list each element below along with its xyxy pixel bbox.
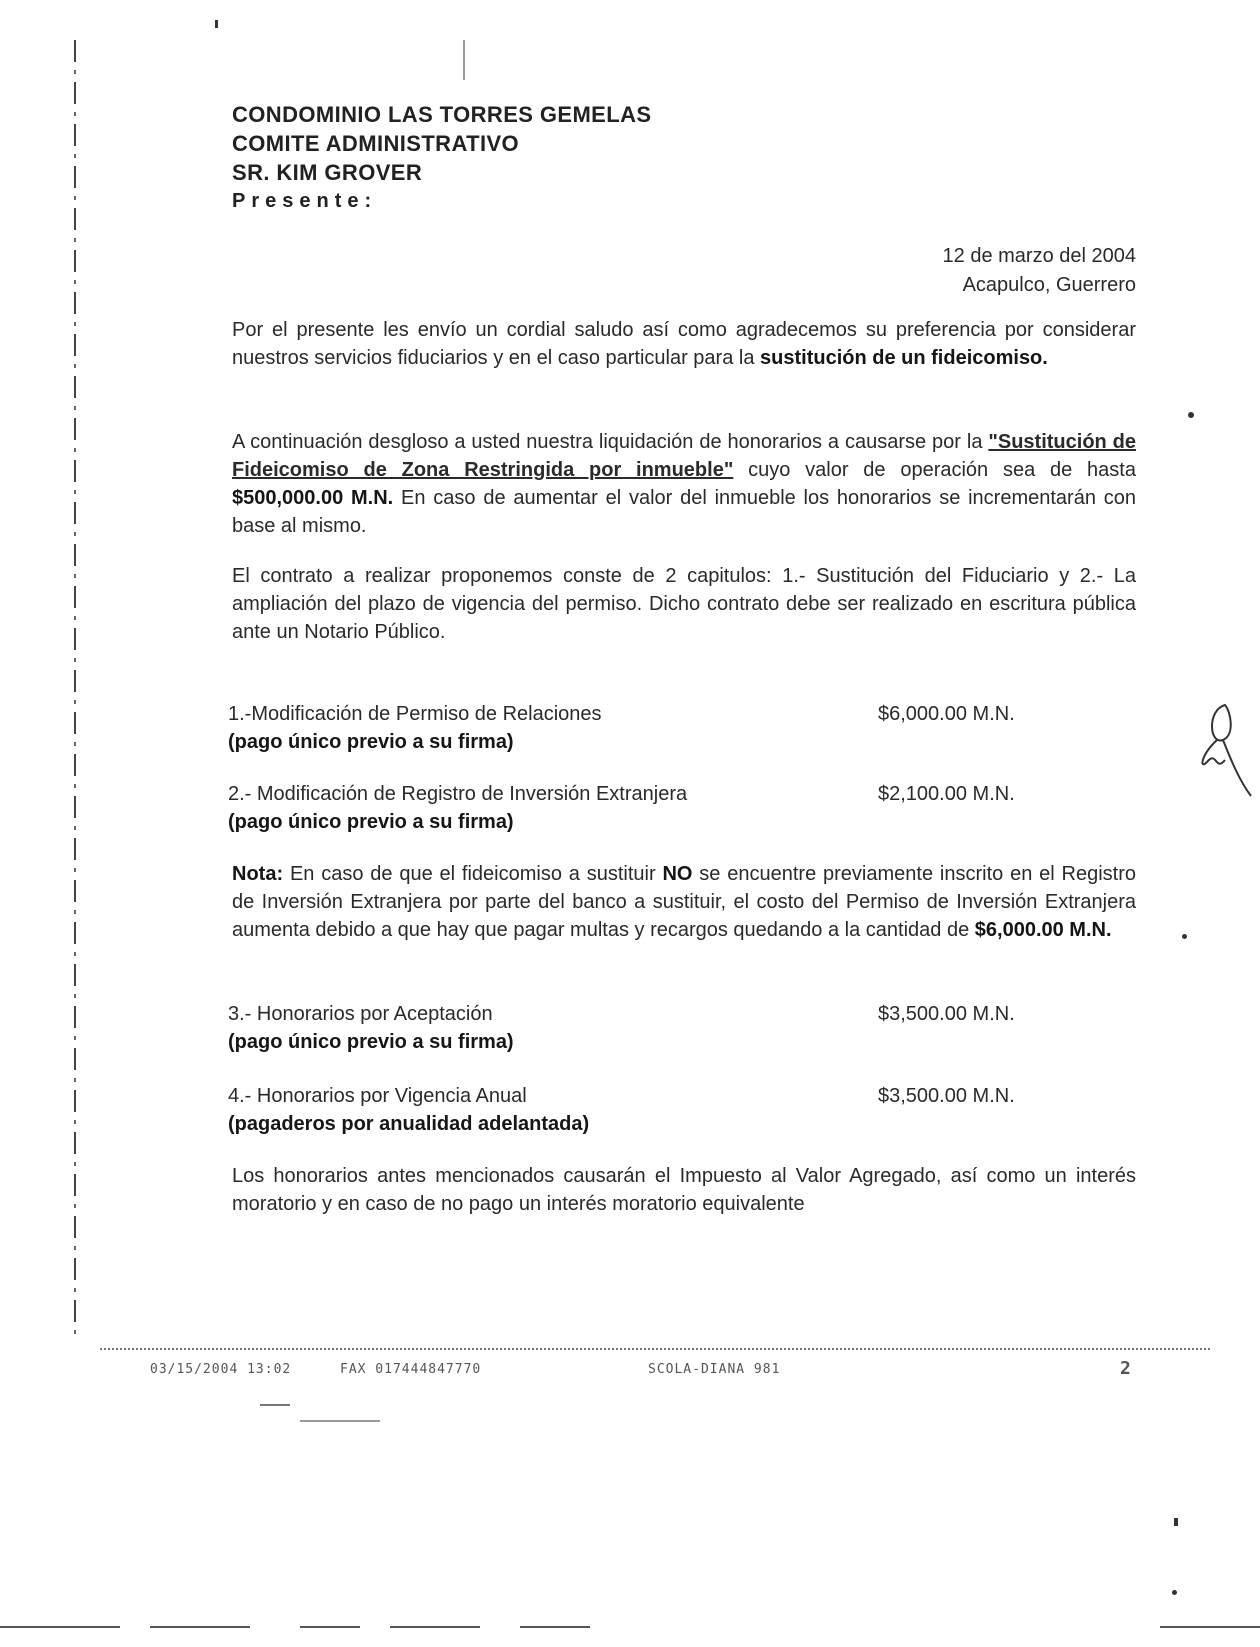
addressee-line-3: SR. KIM GROVER (232, 160, 423, 185)
scan-speck (463, 40, 465, 80)
fee-item-amount: $6,000.00 M.N. (878, 703, 1015, 725)
fee-item-2 (228, 780, 1148, 836)
intro-paragraph (232, 316, 1136, 372)
fee-item-label: 3.- Honorarios por Aceptación (228, 1003, 493, 1025)
addressee-greeting: Presente: (232, 190, 378, 212)
note-paragraph (232, 860, 1136, 944)
letter-date: 12 de marzo del 2004 (942, 245, 1136, 267)
intro-text: Por el presente les envío un cordial saludo así como agradecemos su preferencia por considerar nuestros servicios fiduciarios y en el caso particular para la (232, 319, 1136, 369)
detail-part-1: A continuación desgloso a usted nuestra liquidación de honorarios a causarse por la (232, 431, 983, 453)
addressee-line-1: CONDOMINIO LAS TORRES GEMELAS (232, 102, 652, 127)
fee-item-amount: $2,100.00 M.N. (878, 783, 1015, 805)
scan-speck (1188, 412, 1194, 418)
scan-speck (300, 1420, 380, 1422)
detail-service-name: "Sustitución de Fideicomiso de Zona Restringida por inmueble" (232, 431, 1137, 481)
scan-bottom-line (520, 1626, 590, 1628)
note-label: Nota: (232, 863, 284, 885)
fee-item-label: 1.-Modificación de Permiso de Relaciones (228, 703, 602, 725)
scan-bottom-line (390, 1626, 480, 1628)
fax-separator-line (100, 1348, 1210, 1350)
fee-item-amount: $3,500.00 M.N. (878, 1003, 1015, 1025)
fax-datetime: 03/15/2004 13:02 (150, 1362, 292, 1377)
fax-sender: SCOLA-DIANA 981 (648, 1362, 781, 1377)
fee-item-note: (pago único previo a su firma) (228, 731, 514, 753)
scan-speck (1172, 1590, 1177, 1595)
note-no: NO (662, 863, 693, 885)
signature-mark (1195, 700, 1255, 800)
date-block (943, 242, 1136, 300)
scan-speck (260, 1404, 290, 1406)
scan-edge-artifact (74, 40, 76, 1340)
detail-paragraph (232, 428, 1136, 540)
scan-bottom-line (1160, 1626, 1260, 1628)
contract-paragraph (232, 562, 1136, 646)
scan-speck (1174, 1518, 1178, 1526)
fee-item-label: 2.- Modificación de Registro de Inversión Extranjera (228, 783, 688, 805)
note-part-2: se encuentre previamente inscrito en el Registro de Inversión Extranjera por parte del banco a sustituir, el costo del Permiso de Inversión Extranjera aumenta debido a que hay que pagar multas y recargos quedando a la cantidad de (232, 863, 1136, 941)
addressee-line-2: COMITE ADMINISTRATIVO (232, 131, 520, 156)
note-part-1: En caso de que el fideicomiso a sustituir (289, 863, 656, 885)
detail-part-2: cuyo valor de operación sea de hasta (748, 459, 1136, 481)
intro-bold: sustitución de un fideicomiso. (760, 347, 1048, 369)
fee-item-4 (228, 1082, 1148, 1138)
fax-page-number: 2 (1120, 1358, 1132, 1379)
fee-item-note: (pagaderos por anualidad adelantada) (228, 1113, 590, 1135)
fee-item-label: 4.- Honorarios por Vigencia Anual (228, 1085, 527, 1107)
note-amount: $6,000.00 M.N. (974, 919, 1112, 941)
scan-speck (1182, 934, 1187, 939)
fax-number: FAX 017444847770 (340, 1362, 482, 1377)
detail-amount: $500,000.00 M.N. (232, 487, 394, 509)
fee-item-note: (pago único previo a su firma) (228, 811, 514, 833)
closing-paragraph (232, 1162, 1136, 1218)
scan-speck (215, 20, 218, 28)
letter-place: Acapulco, Guerrero (962, 274, 1136, 296)
fee-item-amount: $3,500.00 M.N. (878, 1085, 1015, 1107)
contract-text: El contrato a realizar proponemos conste de 2 capitulos: 1.- Sustitución del Fiduciario y 2.- La ampliación del plazo de vigencia del permiso. Dicho contrato debe ser realizado en escritura pública ante un Notario Público. (232, 565, 1136, 643)
scan-bottom-line (0, 1626, 120, 1628)
fee-item-1 (228, 700, 1148, 756)
detail-part-3: En caso de aumentar el valor del inmueble los honorarios se incrementarán con base al mismo. (232, 487, 1136, 537)
scan-bottom-line (300, 1626, 360, 1628)
scan-bottom-line (150, 1626, 250, 1628)
addressee-block (232, 100, 651, 216)
fee-item-note: (pago único previo a su firma) (228, 1031, 514, 1053)
closing-text: Los honorarios antes mencionados causarán el Impuesto al Valor Agregado, así como un interés moratorio y en caso de no pago un interés moratorio equivalente (232, 1165, 1136, 1215)
fee-item-3 (228, 1000, 1148, 1056)
